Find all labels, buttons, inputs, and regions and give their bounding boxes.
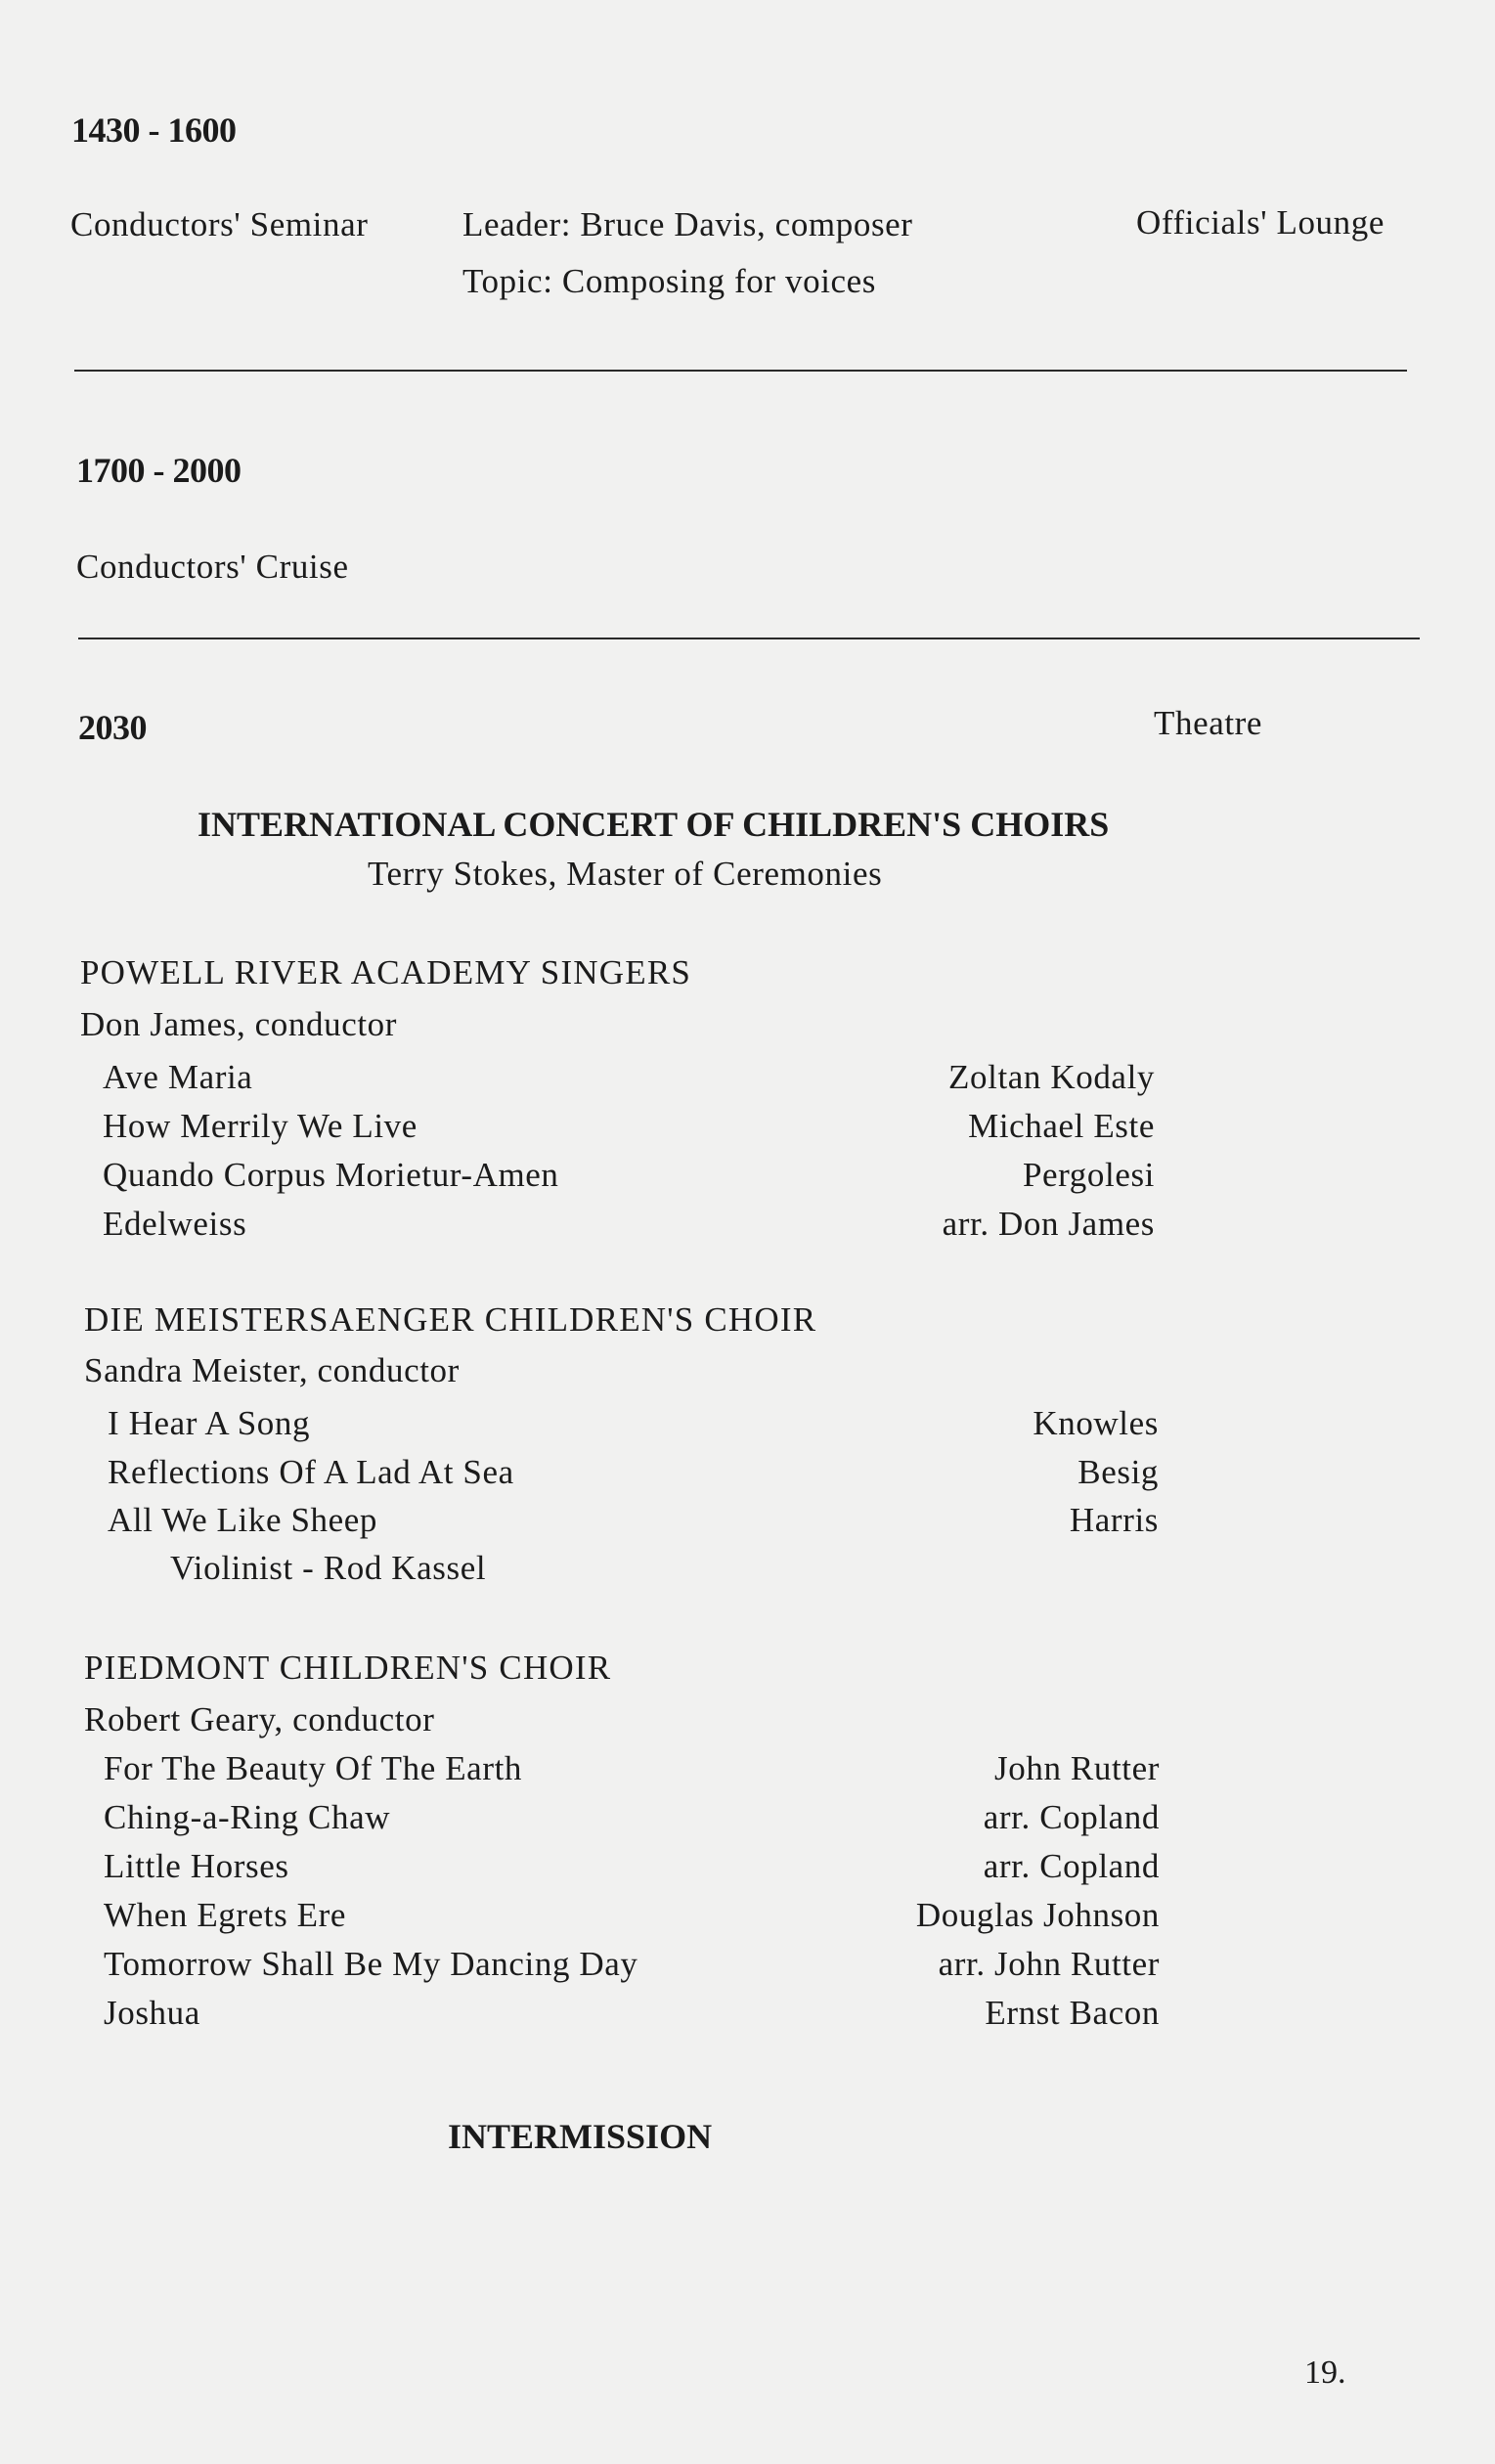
piece-composer: Zoltan Kodaly [948, 1058, 1155, 1096]
session-location: Officials' Lounge [1136, 203, 1385, 242]
list-item [104, 1945, 1160, 1994]
choir-name: POWELL RIVER ACADEMY SINGERS [80, 953, 692, 991]
intermission-heading: INTERMISSION [448, 2117, 713, 2156]
list-item [104, 1896, 1160, 1945]
piece-title: Tomorrow Shall Be My Dancing Day [104, 1945, 638, 1983]
choir-conductor: Sandra Meister, conductor [84, 1351, 460, 1389]
session-time: 2030 [78, 708, 147, 747]
choir-note: Violinist - Rod Kassel [170, 1549, 487, 1587]
divider [78, 638, 1420, 639]
concert-title: INTERNATIONAL CONCERT OF CHILDREN'S CHOIRS [198, 805, 1110, 844]
piece-title: For The Beauty Of The Earth [104, 1749, 522, 1787]
piece-composer: Pergolesi [1022, 1156, 1155, 1194]
session-location: Theatre [1154, 704, 1263, 742]
list-item [104, 1798, 1160, 1847]
piece-composer: arr. Don James [942, 1205, 1155, 1243]
piece-title: Little Horses [104, 1847, 289, 1885]
piece-composer: John Rutter [994, 1749, 1160, 1787]
piece-title: Ching-a-Ring Chaw [104, 1798, 391, 1836]
piece-title: Edelweiss [103, 1205, 247, 1243]
session-time: 1700 - 2000 [76, 451, 242, 490]
choir-conductor: Robert Geary, conductor [84, 1700, 435, 1738]
session-topic: Topic: Composing for voices [462, 262, 877, 300]
divider [74, 370, 1407, 372]
list-item [108, 1501, 1159, 1550]
session-event: Conductors' Cruise [76, 548, 349, 586]
list-item [104, 1847, 1160, 1896]
list-item [103, 1156, 1155, 1205]
piece-composer: arr. Copland [983, 1798, 1160, 1836]
list-item [103, 1205, 1155, 1254]
piece-composer: Knowles [1033, 1404, 1159, 1442]
piece-composer: Michael Este [968, 1107, 1155, 1145]
piece-title: All We Like Sheep [108, 1501, 377, 1539]
piece-title: Quando Corpus Morietur-Amen [103, 1156, 559, 1194]
list-item [103, 1107, 1155, 1156]
piece-composer: Douglas Johnson [915, 1896, 1160, 1934]
session-leader: Leader: Bruce Davis, composer [462, 205, 913, 243]
piece-title: When Egrets Ere [104, 1896, 347, 1934]
piece-composer: Ernst Bacon [985, 1994, 1160, 2032]
list-item [104, 1749, 1160, 1798]
concert-mc: Terry Stokes, Master of Ceremonies [368, 855, 883, 893]
list-item [103, 1058, 1155, 1107]
list-item [108, 1453, 1159, 1502]
piece-composer: arr. John Rutter [938, 1945, 1160, 1983]
choir-conductor: Don James, conductor [80, 1005, 398, 1043]
page-number: 19. [1304, 2354, 1346, 2391]
piece-composer: Besig [1077, 1453, 1159, 1491]
session-time: 1430 - 1600 [71, 110, 237, 150]
choir-name: PIEDMONT CHILDREN'S CHOIR [84, 1649, 612, 1687]
piece-composer: Harris [1069, 1501, 1159, 1539]
list-item [104, 1994, 1160, 2043]
choir-name: DIE MEISTERSAENGER CHILDREN'S CHOIR [84, 1300, 817, 1339]
piece-title: I Hear A Song [108, 1404, 311, 1442]
piece-composer: arr. Copland [983, 1847, 1160, 1885]
piece-title: Reflections Of A Lad At Sea [108, 1453, 514, 1491]
session-event: Conductors' Seminar [70, 205, 369, 243]
piece-title: Joshua [104, 1994, 200, 2032]
piece-title: How Merrily We Live [103, 1107, 418, 1145]
list-item [108, 1404, 1159, 1453]
piece-title: Ave Maria [103, 1058, 253, 1096]
